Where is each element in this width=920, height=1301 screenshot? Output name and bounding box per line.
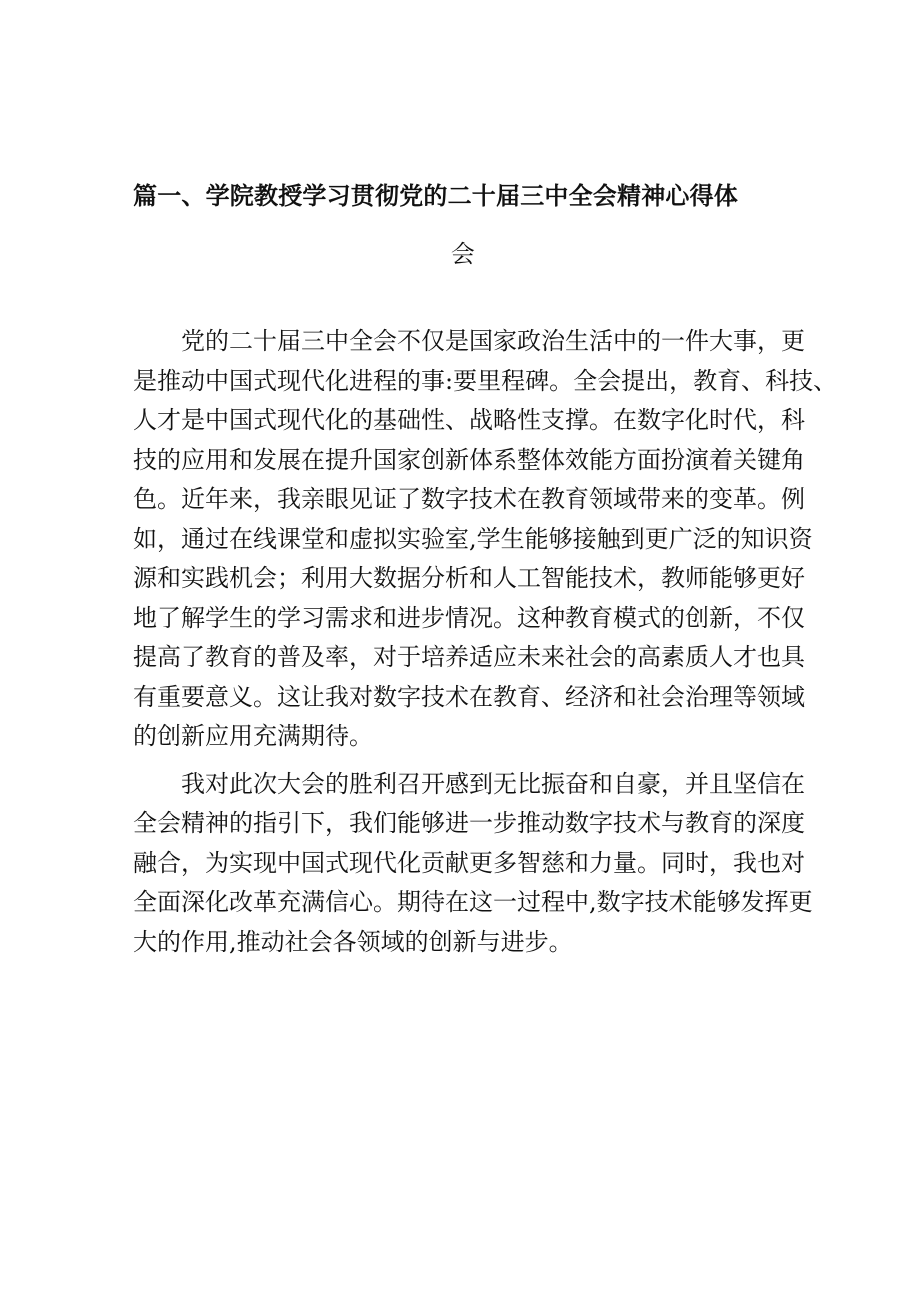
document-body [133,322,838,962]
text-line: 大的作用,推动社会各领域的创新与进步。 [133,927,573,956]
text-line: 地了解学生的学习需求和进步情况。这种教育模式的创新，不仅 [133,603,805,632]
text-line: 全面深化改革充满信心。期待在这一过程中,数字技术能够发挥更 [133,888,813,916]
text-line: 色。近年来，我亲眼见证了数字技术在教育领域带来的变革。例 [133,485,805,513]
text-line: 如，通过在线课堂和虚拟实验室,学生能够接触到更广泛的知识资 [133,524,813,553]
paragraph [133,322,838,757]
document-title [133,167,793,283]
title-line: 会 [450,240,476,268]
text-line: 人才是中国式现代化的基础性、战略性支撑。在数字化时代，科 [133,406,805,434]
text-line: 党的二十届三中全会不仅是国家政治生活中的一件大事，更 [181,327,805,355]
text-line: 我对此次大会的胜利召开感到无比振奋和自豪，并且坚信在 [181,769,805,798]
text-line: 有重要意义。这让我对数字技术在教育、经济和社会治理等领域 [133,682,805,711]
text-line: 技的应用和发展在提升国家创新体系整体效能方面扮演着关键角 [133,445,805,474]
title-line: 篇一、学院教授学习贯彻党的二十届三中全会精神心得体 [133,182,738,210]
paragraph [133,765,813,963]
text-line: 的创新应用充满期待。 [133,722,373,750]
text-line: 全会精神的指引下，我们能够进一步推动数字技术与教育的深度 [133,809,805,837]
text-line: 是推动中国式现代化进程的事:要里程碑。全会提出，教育、科技、 [133,366,838,395]
text-line: 融合，为实现中国式现代化贡献更多智慈和力量。同时，我也对 [133,848,805,877]
text-line: 提高了教育的普及率，对于培养适应未来社会的高素质人才也具 [133,643,805,671]
text-line: 源和实践机会；利用大数据分析和人工智能技术，教师能够更好 [133,564,805,592]
